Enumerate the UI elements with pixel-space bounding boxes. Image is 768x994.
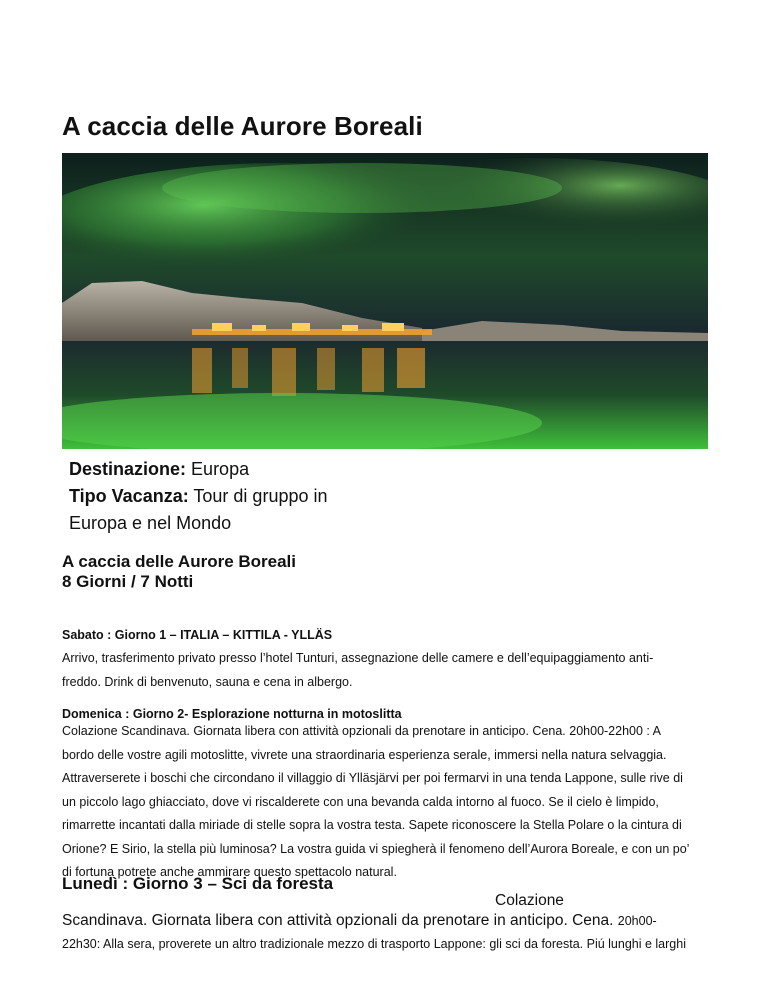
day1-line: freddo. Drink di benvenuto, sauna e cena in albergo.: [62, 674, 353, 689]
trip-duration: 8 Giorni / 7 Notti: [62, 572, 194, 591]
day3-title: Lunedì : Giorno 3 – Sci da foresta: [62, 874, 334, 893]
destination-row: [69, 456, 489, 483]
day2-line: bordo delle vostre agili motoslitte, vivrete una straordinaria esperienza serale, immersi nella natura selvaggia.: [62, 747, 667, 762]
day1-description: [62, 647, 712, 694]
day2-line: Orione? E Sirio, la stella più luminosa? La vostra guida vi spiegherà il fenomeno dell’Aurora Boreale, e con un po’: [62, 841, 690, 856]
aurora-photo: [62, 153, 708, 449]
trip-name: A caccia delle Aurore Boreali: [62, 552, 297, 571]
day2-line: un piccolo lago ghiacciato, dove vi riscalderete con una bevanda calda intorno al fuoco. Se il cielo è limpido,: [62, 794, 659, 809]
day3-text-line3: 22h30: Alla sera, proverete un altro tradizionale mezzo di trasporto Lappone: gli sci da foresta. Piú lunghi e larghi: [62, 937, 686, 951]
destination-label: Destinazione:: [69, 459, 187, 479]
day2-line: rimarrette incantati dalla miriade di stelle sopra la vostra testa. Sapete riconoscere la Stella Polare o la cintura di: [62, 818, 682, 832]
vacation-type-label: Tipo Vacanza:: [69, 486, 189, 506]
day3-text-line2: [62, 912, 657, 930]
day3-text: Scandinava. Giornata libera con attività opzionali da prenotare in anticipo. Cena.: [62, 912, 614, 929]
day3-text-line1: Colazione: [495, 892, 564, 909]
day2-line: Colazione Scandinava. Giornata libera con attività opzionali da prenotare in anticipo. Cena. 20h00-22h00 : A: [62, 724, 662, 738]
day2-line: Attraverserete i boschi che circondano il villaggio di Ylläsjärvi per poi fermarvi in una tenda Lappone, sulle rive di: [62, 771, 683, 785]
trip-facts: [69, 456, 489, 537]
trip-subheading: [62, 552, 296, 592]
vacation-type-value: Tour di gruppo in: [193, 486, 328, 506]
day2-line: di fortuna potrete anche ammirare questo spettacolo natural.: [62, 865, 397, 879]
day2-title: Domenica : Giorno 2- Esplorazione notturna in motoslitta: [62, 707, 402, 721]
vacation-type-row: [69, 483, 489, 510]
day2-description: [62, 720, 712, 885]
page-title: A caccia delle Aurore Boreali: [62, 111, 423, 141]
day3-time: 20h00-: [617, 914, 657, 928]
destination-value: Europa: [191, 459, 250, 479]
day1-title: Sabato : Giorno 1 – ITALIA – KITTILA - YLLÄS: [62, 628, 333, 642]
day1-line: Arrivo, trasferimento privato presso l’hotel Tunturi, assegnazione delle camere e dell’equipaggiamento anti-: [62, 651, 654, 665]
vacation-type-value-cont: Europa e nel Mondo: [69, 513, 232, 533]
aurora-image: [62, 153, 708, 449]
